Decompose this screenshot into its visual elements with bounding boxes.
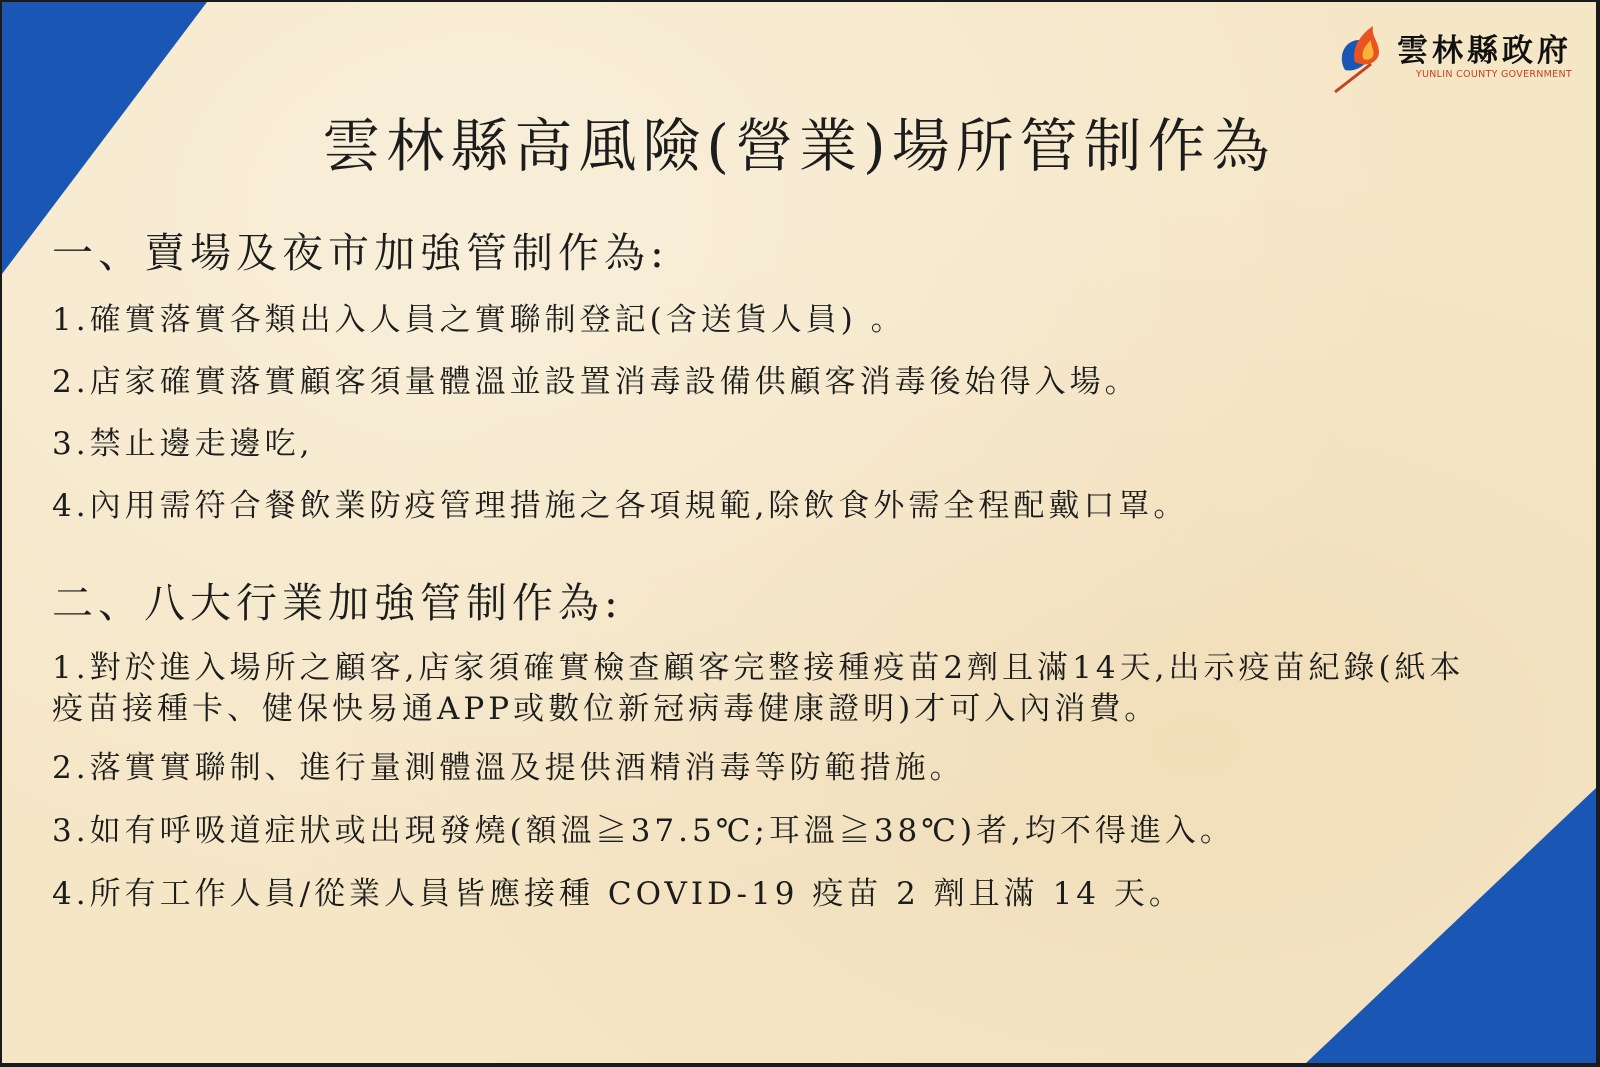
logo-english-name: YUNLIN COUNTY GOVERNMENT: [1415, 69, 1572, 80]
list-item: 1.確實落實各類出入人員之實聯制登記(含送貨人員) 。: [52, 302, 906, 338]
list-item: 4.所有工作人員/從業人員皆應接種 COVID-19 疫苗 2 劑且滿 14 天。: [52, 876, 1184, 912]
section-list-entertainment: [52, 648, 1492, 915]
slide: [2, 2, 1596, 1063]
list-item: 2.店家確實落實顧客須量體溫並設置消毒設備供顧客消毒後始得入場。: [52, 364, 1140, 400]
logo-chinese-name: 雲林縣政府: [1397, 33, 1572, 69]
section-heading-entertainment: 二、八大行業加強管制作為:: [52, 579, 623, 627]
county-logo: [1331, 20, 1572, 94]
yunlin-flame-logo-icon: [1331, 20, 1391, 94]
list-item: 1.對於進入場所之顧客,店家須確實檢查顧客完整接種疫苗2劑且滿14天,出示疫苗紀錄(紙本疫苗接種卡、健保快易通APP或數位新冠病毒健康證明)才可入內消費。: [52, 650, 1465, 727]
section-heading-markets: 一、賣場及夜市加強管制作為:: [52, 229, 669, 277]
list-item: 3.如有呼吸道症狀或出現發燒(額溫≧37.5℃;耳溫≧38℃)者,均不得進入。: [52, 813, 1235, 849]
section-list-markets: [52, 300, 1492, 526]
list-item: 3.禁止邊走邊吃,: [52, 426, 314, 462]
page-title: 雲林縣高風險(營業)場所管制作為: [322, 112, 1276, 180]
list-item: 4.內用需符合餐飲業防疫管理措施之各項規範,除飲食外需全程配戴口罩。: [52, 488, 1189, 524]
list-item: 2.落實實聯制、進行量測體溫及提供酒精消毒等防範措施。: [52, 750, 965, 786]
